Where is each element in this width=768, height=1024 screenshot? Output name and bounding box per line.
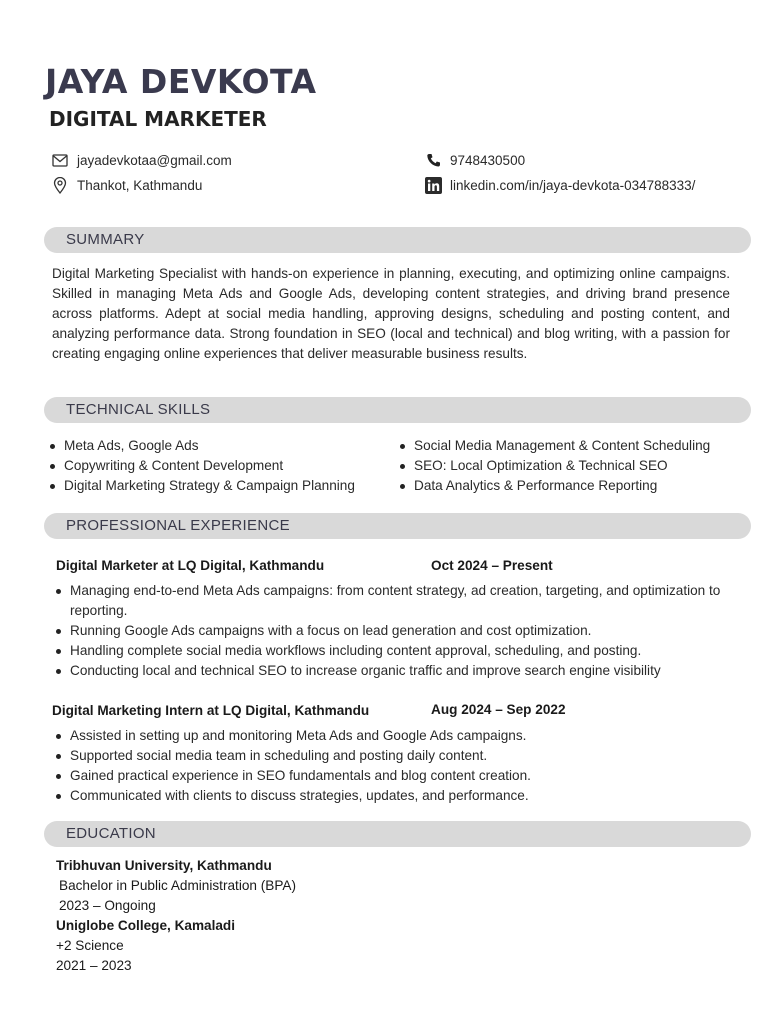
linkedin-icon: [424, 176, 442, 194]
job-bullet: Supported social media team in scheduling and posting daily content.: [54, 746, 740, 766]
skills-list-left: [48, 436, 355, 496]
summary-paragraph: Digital Marketing Specialist with hands-on experience in planning, executing, and optimizing online campaigns. Skilled in managing Meta Ads and Google Ads, developing content strategies, and driving brand presence across platforms. Adept at social media handling, approving designs, scheduling and posting content, and analyzing performance data. Strong foundation in SEO (local and technical) and blog writing, with a passion for creating engaging online experiences that deliver measurable business results.: [52, 266, 730, 361]
job-bullet: Conducting local and technical SEO to increase organic traffic and improve search engine visibility: [54, 661, 740, 681]
job-1-title: Digital Marketer at LQ Digital, Kathmandu: [56, 558, 325, 573]
job-bullet: Gained practical experience in SEO fundamentals and blog content creation.: [54, 766, 740, 786]
contact-linkedin[interactable]: [424, 176, 695, 194]
job-2-bullets: [54, 726, 740, 806]
skill-item: Data Analytics & Performance Reporting: [398, 476, 710, 496]
education-1-dates: 2023 – Ongoing: [59, 898, 156, 913]
skill-item: Copywriting & Content Development: [48, 456, 355, 476]
education-1-school: Tribhuvan University, Kathmandu: [56, 858, 272, 873]
section-header-education: [44, 821, 751, 847]
job-bullet: Handling complete social media workflows including content approval, scheduling, and posting.: [54, 641, 740, 661]
candidate-name: JAYA DEVKOTA: [45, 62, 317, 101]
skill-item: Digital Marketing Strategy & Campaign Planning: [48, 476, 355, 496]
email-text[interactable]: jayadevkotaa@gmail.com: [77, 152, 232, 168]
envelope-icon: [51, 151, 69, 169]
job-title: DIGITAL MARKETER: [49, 107, 267, 131]
section-header-summary: [44, 227, 751, 253]
education-1-degree: Bachelor in Public Administration (BPA): [59, 878, 296, 893]
education-2-school: Uniglobe College, Kamaladi: [56, 918, 236, 933]
contact-location: [51, 176, 202, 194]
job-2-title: Digital Marketing Intern at LQ Digital, Kathmandu: [52, 703, 370, 718]
job-2-dates: Aug 2024 – Sep 2022: [431, 702, 566, 717]
phone-icon: [424, 151, 442, 169]
phone-text[interactable]: 9748430500: [450, 152, 526, 168]
job-bullet: Managing end-to-end Meta Ads campaigns: from content strategy, ad creation, targeting, and optimization to reporting.: [54, 581, 740, 621]
job-bullet: Running Google Ads campaigns with a focus on lead generation and cost optimization.: [54, 621, 740, 641]
skill-item: SEO: Local Optimization & Technical SEO: [398, 456, 710, 476]
skill-item: Meta Ads, Google Ads: [48, 436, 355, 456]
skill-item: Social Media Management & Content Scheduling: [398, 436, 710, 456]
job-bullet: Assisted in setting up and monitoring Meta Ads and Google Ads campaigns.: [54, 726, 740, 746]
location-text: Thankot, Kathmandu: [77, 177, 203, 193]
job-1-bullets: [54, 581, 740, 681]
map-pin-icon: [51, 176, 69, 194]
contact-phone[interactable]: [424, 151, 525, 169]
education-2-dates: 2021 – 2023: [56, 958, 132, 973]
section-title: PROFESSIONAL EXPERIENCE: [66, 517, 290, 534]
job-1-dates: Oct 2024 – Present: [431, 558, 553, 573]
section-header-skills: [44, 397, 751, 423]
section-header-experience: [44, 513, 751, 539]
section-title: EDUCATION: [66, 825, 156, 842]
contact-email[interactable]: [51, 151, 232, 169]
skills-list-right: [398, 436, 710, 496]
section-title: SUMMARY: [66, 231, 145, 248]
linkedin-link[interactable]: linkedin.com/in/jaya-devkota-034788333/: [450, 177, 696, 193]
education-2-degree: +2 Science: [56, 938, 124, 953]
section-title: TECHNICAL SKILLS: [66, 401, 211, 418]
job-bullet: Communicated with clients to discuss strategies, updates, and performance.: [54, 786, 740, 806]
